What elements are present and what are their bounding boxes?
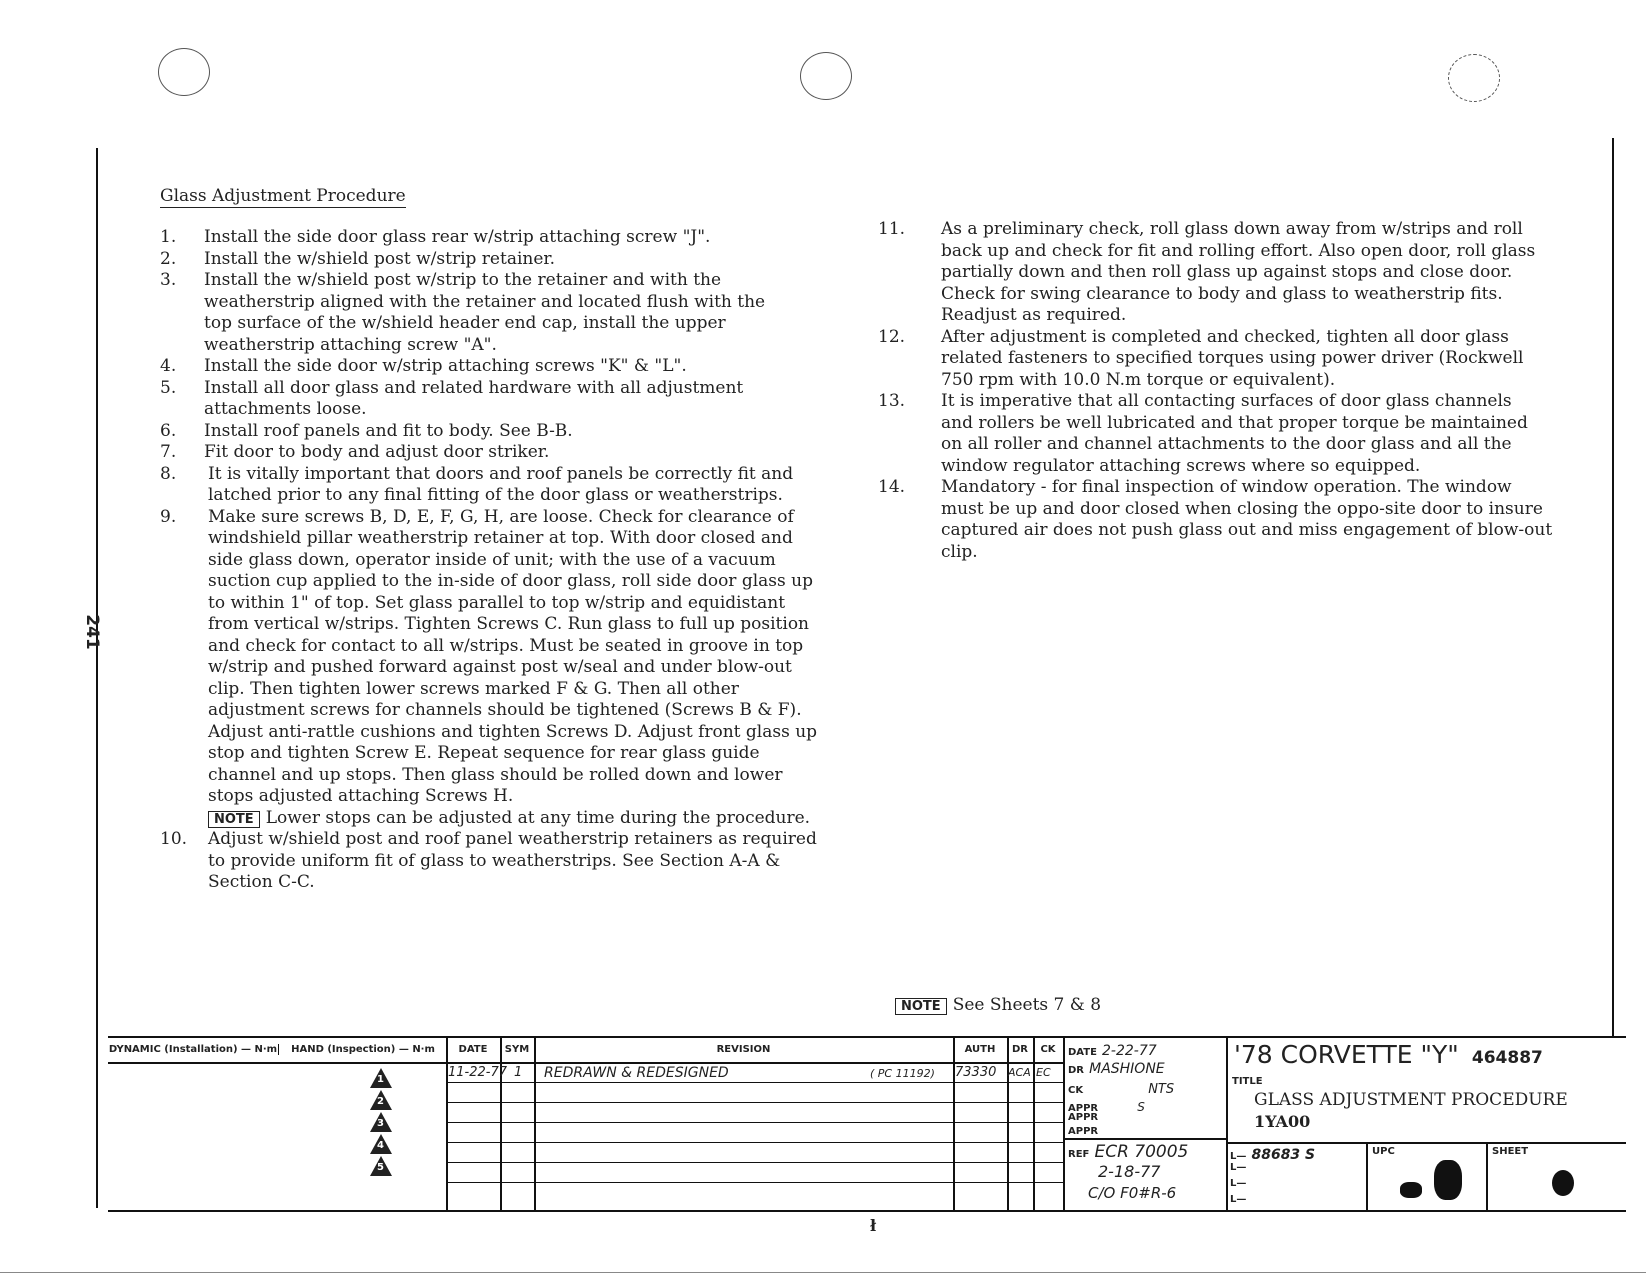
approved-field-2: APPR [1068,1112,1099,1123]
row-line [446,1182,1063,1183]
step-item: 3. Install the w/shield post w/strip to the retainer and with the weatherstrip aligned with the retainer and located flush with the top surface of the w/shield header end cap, install the upper weatherstrip attaching screw "A". [160,270,820,356]
column-line [500,1038,502,1210]
right-steps-column [878,219,1558,563]
note-text: Lower stops can be adjusted at any time during the procedure. [265,807,811,828]
step-text: Install the w/shield post w/strip retainer. [204,248,556,269]
step-text: Fit door to body and adjust door striker. [204,442,550,462]
revision-triangle: 2 [370,1090,392,1110]
row-line [446,1122,1063,1123]
step-text: Make sure screws B, D, E, F, G, H, are loose. Check for clearance of windshield pillar weatherstrip retainer at top. With door closed and side glass down, operator inside of unit; with the use of a vacuum suction cup applied to the in-side of door glass, roll side door glass up to within 1" of top. Set glass parallel to top w/strip and equidistant from vertical w/strips. Tighten Screws C. Run glass to full up position and check for contact to all w/strips. Must be seated in groove in top w/strip and pushed forward against post w/seal and under blow-out clip. Then tighten lower screws marked F & G. Then all other adjustment screws for channels should be tightened (Screws B & F). Adjust anti-rattle cushions and tighten Screws D. Adjust front glass up stop and tighten Screw E. Repeat sequence for rear glass guide channel and up stops. Then glass should be rolled down and lower stops adjusted attaching Screws H. [208,506,818,806]
step-text: It is vitally important that doors and roof panels be correctly fit and latched prior to any final fitting of the door glass or weatherstrips. [208,463,794,505]
revision-text: REDRAWN & REDESIGNED [544,1065,729,1081]
page-number: 241 [81,614,102,650]
step-text: Mandatory - for final inspection of window operation. The window must be up and door closed when closing the oppo-site door to insure captured air does not push glass out and miss engagement of blow-out clip. [941,477,1553,562]
step-item: 14. Mandatory - for final inspection of window operation. The window must be up and door closed when closing the oppo-site door to insure captured air does not push glass out and miss engagement of blow-out clip. [878,477,1558,563]
step-text: After adjustment is completed and checked, tighten all door glass related fasteners to specified torques using power driver (Rockwell 750 rpm with 10.0 N.m torque or equivalent). [941,326,1524,390]
upc-stamp [1434,1160,1462,1200]
revision-pc: ( PC 11192) [870,1067,935,1080]
revision-dr: ACA [1008,1066,1031,1079]
step-text: Adjust w/shield post and roof panel weatherstrip retainers as required to provide uniform fit of glass to weatherstrips. See Section A-A & Section C-C. [208,829,817,892]
step-item: 4. Install the side door w/strip attaching screws "K" & "L". [160,356,820,378]
title-label: TITLE [1232,1076,1263,1087]
upc-label: UPC [1372,1146,1395,1157]
step-text: Install roof panels and fit to body. See B-B. [204,420,573,441]
sheet-reference [895,995,1101,1015]
bottom-tick-mark: ł [870,1216,877,1235]
column-line [1366,1142,1368,1210]
revision-triangle: 3 [370,1112,392,1132]
title-block [108,1036,1626,1212]
hand-header: HAND (Inspection) — N·m [278,1044,447,1055]
procedure-heading: Glass Adjustment Procedure [160,186,406,206]
l-line: L— [1230,1178,1247,1189]
drawing-title: GLASS ADJUSTMENT PROCEDURE [1254,1090,1568,1110]
auth-header: AUTH [964,1044,996,1055]
binder-hole-center [800,52,852,100]
product-title: '78 CORVETTE "Y" 464887 [1234,1040,1543,1069]
left-steps-column [160,227,820,894]
revision-header: REVISION [716,1044,771,1055]
step-text: Install the w/shield post w/strip to the retainer and with the weatherstrip aligned with the retainer and located flush with the top surface of the w/shield header end cap, install the upper weatherstrip attaching screw "A". [204,270,766,355]
step-item: 13. It is imperative that all contacting surfaces of door glass channels and rollers be well lubricated and that proper torque be maintained on all roller and channel attachments to the door glass and all the window regulator attaching screws where so equipped. [878,391,1558,477]
ck-header: CK [1040,1044,1056,1055]
checked-by-field: CK NTS [1068,1082,1175,1097]
step-item: 2. Install the w/shield post w/strip retainer. [160,249,820,271]
note-badge: NOTE [895,998,947,1015]
step-item: 1. Install the side door glass rear w/strip attaching screw "J". [160,227,820,249]
step-text: As a preliminary check, roll glass down away from w/strips and roll back up and check for fit and rolling effort. Also open door, roll glass partially down and then roll glass up against stops and close door. Check for swing clearance to body and glass to weatherstrip fits. Readjust as required. [941,219,1536,325]
column-line [446,1038,448,1210]
revision-triangle: 4 [370,1134,392,1154]
step-item: 8. It is vitally important that doors and roof panels be correctly fit and latched prior to any final fitting of the door glass or weatherstrips. [160,464,820,507]
revision-symbol: 1 [514,1065,523,1080]
l-line: L— [1230,1162,1247,1173]
dynamic-header: DYNAMIC (Installation) — N·m [108,1044,278,1055]
drawing-code: 1YA00 [1254,1112,1311,1131]
reference-date: 2-18-77 [1098,1162,1161,1181]
right-border-line [1612,138,1614,1038]
step-item: 11. As a preliminary check, roll glass down away from w/strips and roll back up and check for fit and rolling effort. Also open door, roll glass partially down and then roll glass up against stops and close door. Check for swing clearance to body and glass to weatherstrip fits. Readjust as required. [878,219,1558,327]
step-text: It is imperative that all contacting surfaces of door glass channels and rollers be well lubricated and that proper torque be maintained on all roller and channel attachments to the door glass and all the window regulator attaching screws where so equipped. [941,391,1528,476]
step-item: 10. Adjust w/shield post and roof panel weatherstrip retainers as required to provide uniform fit of glass to weatherstrips. See Section A-A & Section C-C. [160,829,820,894]
binder-hole-left [158,48,210,96]
note-badge: NOTE [208,811,260,828]
drawn-by-field: DR MASHIONE [1068,1061,1165,1077]
column-line [1486,1142,1488,1210]
sheet-number-stamp [1552,1170,1574,1196]
step-item: 6. Install roof panels and fit to body. See B-B. [160,421,820,443]
sym-header: SYM [504,1044,530,1055]
approved-field: APPR S [1068,1100,1145,1114]
column-line [1063,1038,1065,1210]
column-line [953,1038,955,1210]
upc-stamp [1400,1182,1422,1198]
binder-hole-right [1448,54,1500,102]
date-field: DATE 2-22-77 [1068,1043,1157,1059]
step-text: Install the side door w/strip attaching screws "K" & "L". [204,356,687,376]
sheet-reference-text: See Sheets 7 & 8 [952,995,1102,1015]
l-number-field: L— 88683 S [1230,1147,1316,1163]
revision-triangle: 5 [370,1156,392,1176]
column-line [534,1038,536,1210]
column-line [1007,1038,1009,1210]
header-row-line [108,1062,1063,1064]
step-text: Install all door glass and related hardware with all adjustment attachments loose. [204,377,744,419]
row-line [446,1102,1063,1103]
reference-field: REF ECR 70005 [1068,1142,1189,1162]
column-line [1033,1038,1035,1210]
approved-field-3: APPR [1068,1126,1099,1137]
row-line [446,1142,1063,1143]
l-line: L— [1230,1194,1247,1205]
column-line [1226,1038,1228,1210]
step-item: 12. After adjustment is completed and checked, tighten all door glass related fasteners to specified torques using power driver (Rockwell 750 rpm with 10.0 N.m torque or equivalent). [878,327,1558,392]
date-header: DATE [458,1044,488,1055]
step-item: 9. Make sure screws B, D, E, F, G, H, are loose. Check for clearance of windshield pillar weatherstrip retainer at top. With door closed and side glass down, operator inside of unit; with the use of a vacuum suction cup applied to the in-side of door glass, roll side door glass up to within 1" of top. Set glass parallel to top w/strip and equidistant from vertical w/strips. Tighten Screws C. Run glass to full up position and check for contact to all w/strips. Must be seated in groove in top w/strip and pushed forward against post w/seal and under blow-out clip. Then tighten lower screws marked F & G. Then all other adjustment screws for channels should be tightened (Screws B & F). Adjust anti-rattle cushions and tighten Screws D. Adjust front glass up stop and tighten Screw E. Repeat sequence for rear glass guide channel and up stops. Then glass should be rolled down and lower stops adjusted attaching Screws H. NOTE Lower stops can be adjusted at any time during the procedure. [160,506,818,828]
step-item: 7. Fit door to body and adjust door striker. [160,442,820,464]
revision-triangle: 1 [370,1068,392,1088]
revision-ck: EC [1036,1066,1051,1079]
revision-auth: 73330 [955,1065,997,1080]
sheet-label: SHEET [1492,1146,1529,1157]
reference-change-order: C/O F0#R-6 [1088,1184,1177,1202]
dr-header: DR [1011,1044,1028,1055]
revision-date: 11-22-77 [448,1065,508,1080]
step-item: 5. Install all door glass and related hardware with all adjustment attachments loose. [160,378,820,421]
row-line [1063,1138,1226,1140]
left-border-line [96,148,98,1208]
bottom-page-line [0,1272,1646,1273]
row-line [446,1082,1063,1083]
row-line [446,1162,1063,1163]
step-text: Install the side door glass rear w/strip attaching screw "J". [204,227,711,247]
